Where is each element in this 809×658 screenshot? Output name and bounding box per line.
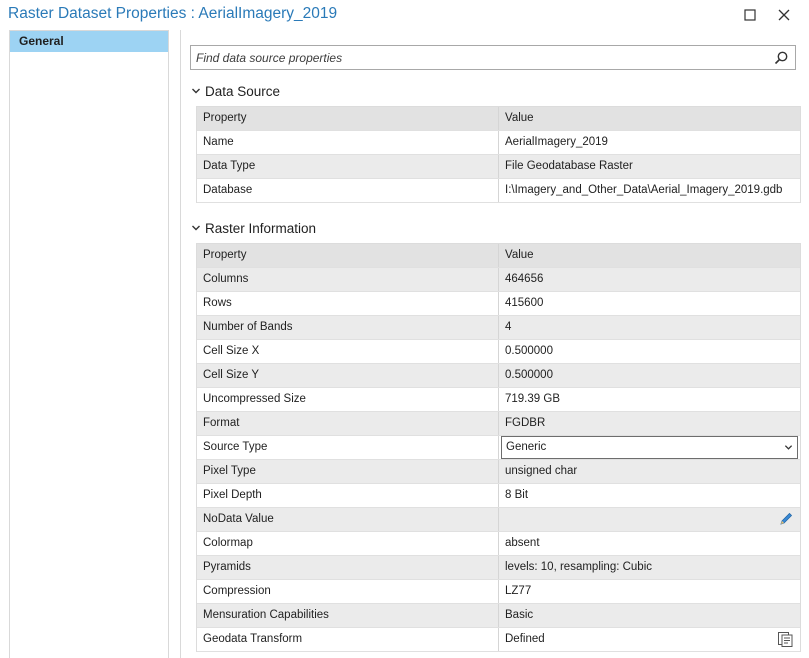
title-bar (0, 0, 809, 30)
raster-information-table (196, 243, 801, 652)
window-title: Raster Dataset Properties : AerialImagery_2019 (8, 5, 338, 22)
search-icon[interactable] (773, 50, 789, 66)
table-row[interactable] (197, 292, 800, 316)
close-icon (778, 9, 790, 21)
property-value: AerialImagery_2019 (505, 136, 608, 148)
property-value: unsigned char (505, 465, 578, 477)
table-row[interactable] (197, 131, 800, 155)
sidebar (9, 30, 169, 658)
close-button[interactable] (773, 4, 795, 26)
property-value-cell (499, 508, 800, 531)
property-value: File Geodatabase Raster (505, 160, 633, 172)
property-name: Columns (197, 268, 499, 291)
table-row[interactable] (197, 436, 800, 460)
maximize-button[interactable] (739, 4, 761, 26)
document-details-icon[interactable] (777, 631, 794, 648)
property-value: absent (505, 537, 540, 549)
property-value: Basic (505, 609, 534, 621)
property-value: 0.500000 (505, 369, 553, 381)
property-value: 0.500000 (505, 345, 553, 357)
table-row[interactable] (197, 179, 800, 203)
section-data-source[interactable] (191, 81, 280, 101)
table-row[interactable] (197, 340, 800, 364)
property-name: Geodata Transform (197, 628, 499, 651)
chevron-down-icon (784, 443, 793, 452)
property-name: Format (197, 412, 499, 435)
property-value: 4 (505, 321, 512, 333)
column-header-value: Value (505, 112, 534, 124)
section-raster-information[interactable] (191, 218, 316, 238)
property-value: 8 Bit (505, 489, 529, 501)
property-name: NoData Value (197, 508, 499, 531)
property-value: levels: 10, resampling: Cubic (505, 561, 653, 573)
table-header-row (197, 244, 800, 268)
maximize-icon (744, 9, 756, 21)
property-name: Data Type (197, 155, 499, 178)
property-name: Uncompressed Size (197, 388, 499, 411)
pencil-icon[interactable] (778, 511, 794, 527)
section-title: Raster Information (205, 220, 317, 236)
property-value: 415600 (505, 297, 544, 309)
property-name: Database (197, 179, 499, 202)
data-source-table (196, 106, 801, 203)
section-title: Data Source (205, 83, 281, 99)
property-name: Compression (197, 580, 499, 603)
chevron-down-icon (191, 86, 201, 96)
dropdown-selected-value: Generic (506, 441, 547, 453)
table-row[interactable] (197, 364, 800, 388)
property-name: Name (197, 131, 499, 154)
property-value: FGDBR (505, 417, 546, 429)
property-value-cell (499, 436, 800, 459)
table-row[interactable] (197, 484, 800, 508)
property-name: Pixel Depth (197, 484, 499, 507)
property-name: Pyramids (197, 556, 499, 579)
table-row[interactable] (197, 580, 800, 604)
table-row[interactable] (197, 556, 800, 580)
table-row[interactable] (197, 316, 800, 340)
property-value: 719.39 GB (505, 393, 560, 405)
table-row[interactable] (197, 460, 800, 484)
table-row[interactable] (197, 628, 800, 652)
property-value: I:\Imagery_and_Other_Data\Aerial_Imagery_2019.gdb (505, 184, 783, 196)
source-type-dropdown[interactable] (501, 436, 798, 459)
sidebar-item-general[interactable]: General (10, 31, 168, 52)
property-name: Colormap (197, 532, 499, 555)
property-name: Mensuration Capabilities (197, 604, 499, 627)
search-input[interactable] (196, 46, 756, 69)
table-row[interactable] (197, 155, 800, 179)
property-name: Cell Size Y (197, 364, 499, 387)
table-row[interactable] (197, 388, 800, 412)
property-name: Source Type (197, 436, 499, 459)
table-row[interactable] (197, 268, 800, 292)
column-header-value: Value (505, 249, 534, 261)
table-row[interactable] (197, 412, 800, 436)
property-name: Number of Bands (197, 316, 499, 339)
property-name: Cell Size X (197, 340, 499, 363)
column-header-property: Property (197, 244, 499, 267)
chevron-down-icon (191, 223, 201, 233)
search-box[interactable] (190, 45, 796, 70)
property-name: Pixel Type (197, 460, 499, 483)
property-value: Defined (505, 633, 545, 645)
column-header-property: Property (197, 107, 499, 130)
table-row[interactable] (197, 532, 800, 556)
table-row[interactable] (197, 508, 800, 532)
table-row[interactable] (197, 604, 800, 628)
property-name: Rows (197, 292, 499, 315)
property-value: 464656 (505, 273, 544, 285)
table-header-row (197, 107, 800, 131)
property-value: LZ77 (505, 585, 532, 597)
property-value-cell (499, 628, 800, 651)
